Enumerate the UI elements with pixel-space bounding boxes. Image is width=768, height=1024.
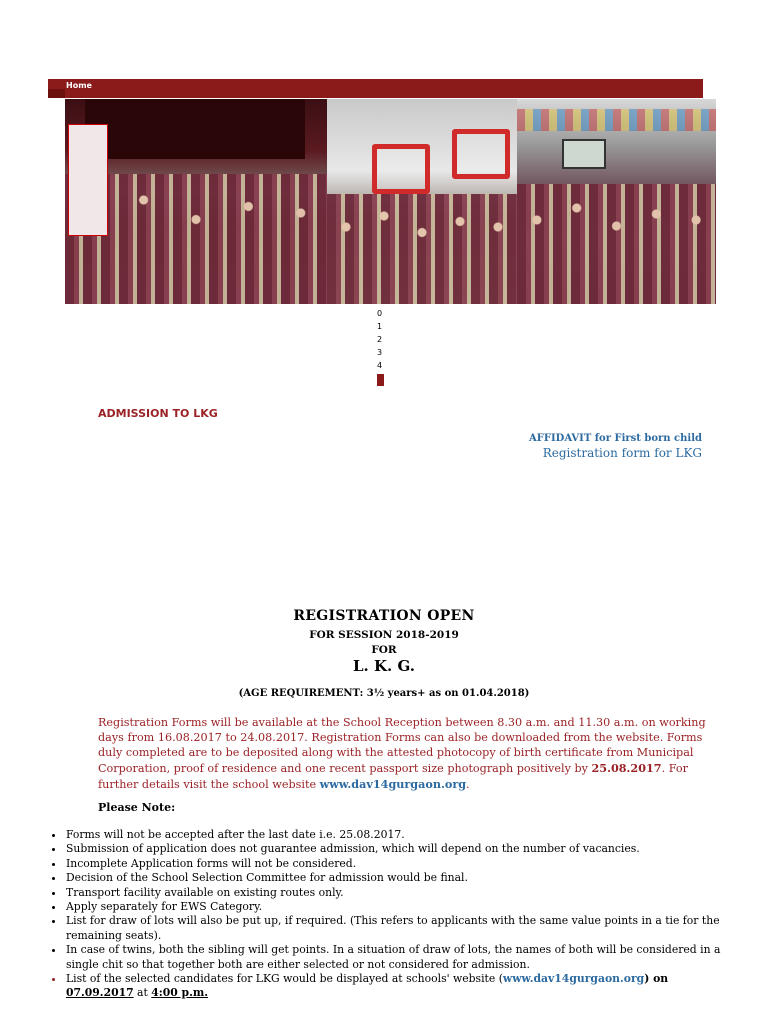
list-item: • Transport facility available on existing routes only. bbox=[65, 886, 725, 900]
registration-title: REGISTRATION OPEN bbox=[293, 608, 475, 624]
pager-active-indicator[interactable] bbox=[377, 374, 384, 386]
nav-home-link[interactable]: Home bbox=[66, 81, 92, 90]
results-text-mid: ) on bbox=[644, 972, 669, 986]
results-text-at: at bbox=[133, 986, 152, 1000]
list-item: • Incomplete Application forms will not be considered. bbox=[65, 857, 725, 871]
navbar-corner bbox=[48, 89, 65, 98]
stage-curtain bbox=[85, 99, 305, 159]
list-item: • Forms will not be accepted after the last date i.e. 25.08.2017. bbox=[65, 828, 725, 842]
results-text-pre: List of the selected candidates for LKG would be displayed at schools' website ( bbox=[66, 972, 503, 986]
results-time: 4:00 p.m. bbox=[151, 986, 209, 1000]
crowd-group bbox=[517, 184, 716, 304]
details-text-end: . bbox=[466, 777, 470, 791]
projector-screen bbox=[562, 139, 606, 169]
pager-item-2[interactable]: 2 bbox=[377, 335, 383, 344]
poster-board bbox=[68, 124, 108, 236]
photo-frame-prop bbox=[452, 129, 510, 179]
top-navbar bbox=[48, 79, 703, 98]
age-requirement: (AGE REQUIREMENT: 3½ years+ as on 01.04.2018) bbox=[238, 688, 530, 699]
registration-details bbox=[98, 716, 713, 793]
pager-item-4[interactable]: 4 bbox=[377, 361, 383, 370]
admission-heading: ADMISSION TO LKG bbox=[98, 407, 218, 420]
list-item: • List for draw of lots will also be put up, if required. (This refers to applicants with the same value points in a tie for the remaining seats). bbox=[65, 914, 725, 943]
for-line: FOR bbox=[371, 644, 397, 656]
slide-photo-students-auditorium bbox=[65, 99, 327, 304]
details-text-1: Registration Forms will be available at the School Reception between 8.30 a.m. and 11.30 a.m. on working days from 16.08.2017 to 24.08.2017. Registration Forms can also be downloaded from the website. Forms duly completed are to be deposited along with the attested photocopy of birth certificate from Municipal Corporation, proof of residence and one recent passport size photograph positively by bbox=[98, 716, 706, 775]
pager-item-1[interactable]: 1 bbox=[377, 322, 383, 331]
crowd-group bbox=[327, 194, 517, 304]
class-name: L. K. G. bbox=[353, 657, 415, 675]
pager-item-0[interactable]: 0 bbox=[377, 309, 383, 318]
list-item: • Submission of application does not guarantee admission, which will depend on the number of vacancies. bbox=[65, 842, 725, 856]
please-note-heading: Please Note: bbox=[98, 801, 176, 814]
results-date: 07.09.2017 bbox=[66, 986, 134, 1000]
list-item-results bbox=[65, 972, 725, 1001]
list-item: • Decision of the School Selection Committee for admission would be final. bbox=[65, 871, 725, 885]
slider-pager bbox=[377, 307, 385, 386]
list-item: • In case of twins, both the sibling will get points. In a situation of draw of lots, the names of both will be considered in a single chit so that together both are either selected or not considered for admission. bbox=[65, 943, 725, 972]
affidavit-link[interactable]: AFFIDAVIT for First born child bbox=[529, 433, 702, 444]
details-text-2: . For further details visit the school website bbox=[98, 761, 688, 791]
pennant-banner bbox=[517, 109, 716, 131]
session-line: FOR SESSION 2018-2019 bbox=[309, 629, 459, 641]
notes-list bbox=[48, 828, 725, 1001]
slide-photo-students-frames bbox=[327, 99, 517, 304]
results-website-link[interactable]: www.dav14gurgaon.org bbox=[502, 972, 645, 986]
photo-slider[interactable] bbox=[65, 99, 716, 304]
deadline-date: 25.08.2017 bbox=[591, 760, 662, 775]
photo-frame-prop bbox=[372, 144, 430, 194]
website-link[interactable]: www.dav14gurgaon.org bbox=[319, 776, 467, 791]
pager-item-3[interactable]: 3 bbox=[377, 348, 383, 357]
slide-photo-assembly-hall bbox=[517, 99, 716, 304]
list-item: • Apply separately for EWS Category. bbox=[65, 900, 725, 914]
registration-form-link[interactable]: Registration form for LKG bbox=[542, 446, 702, 460]
